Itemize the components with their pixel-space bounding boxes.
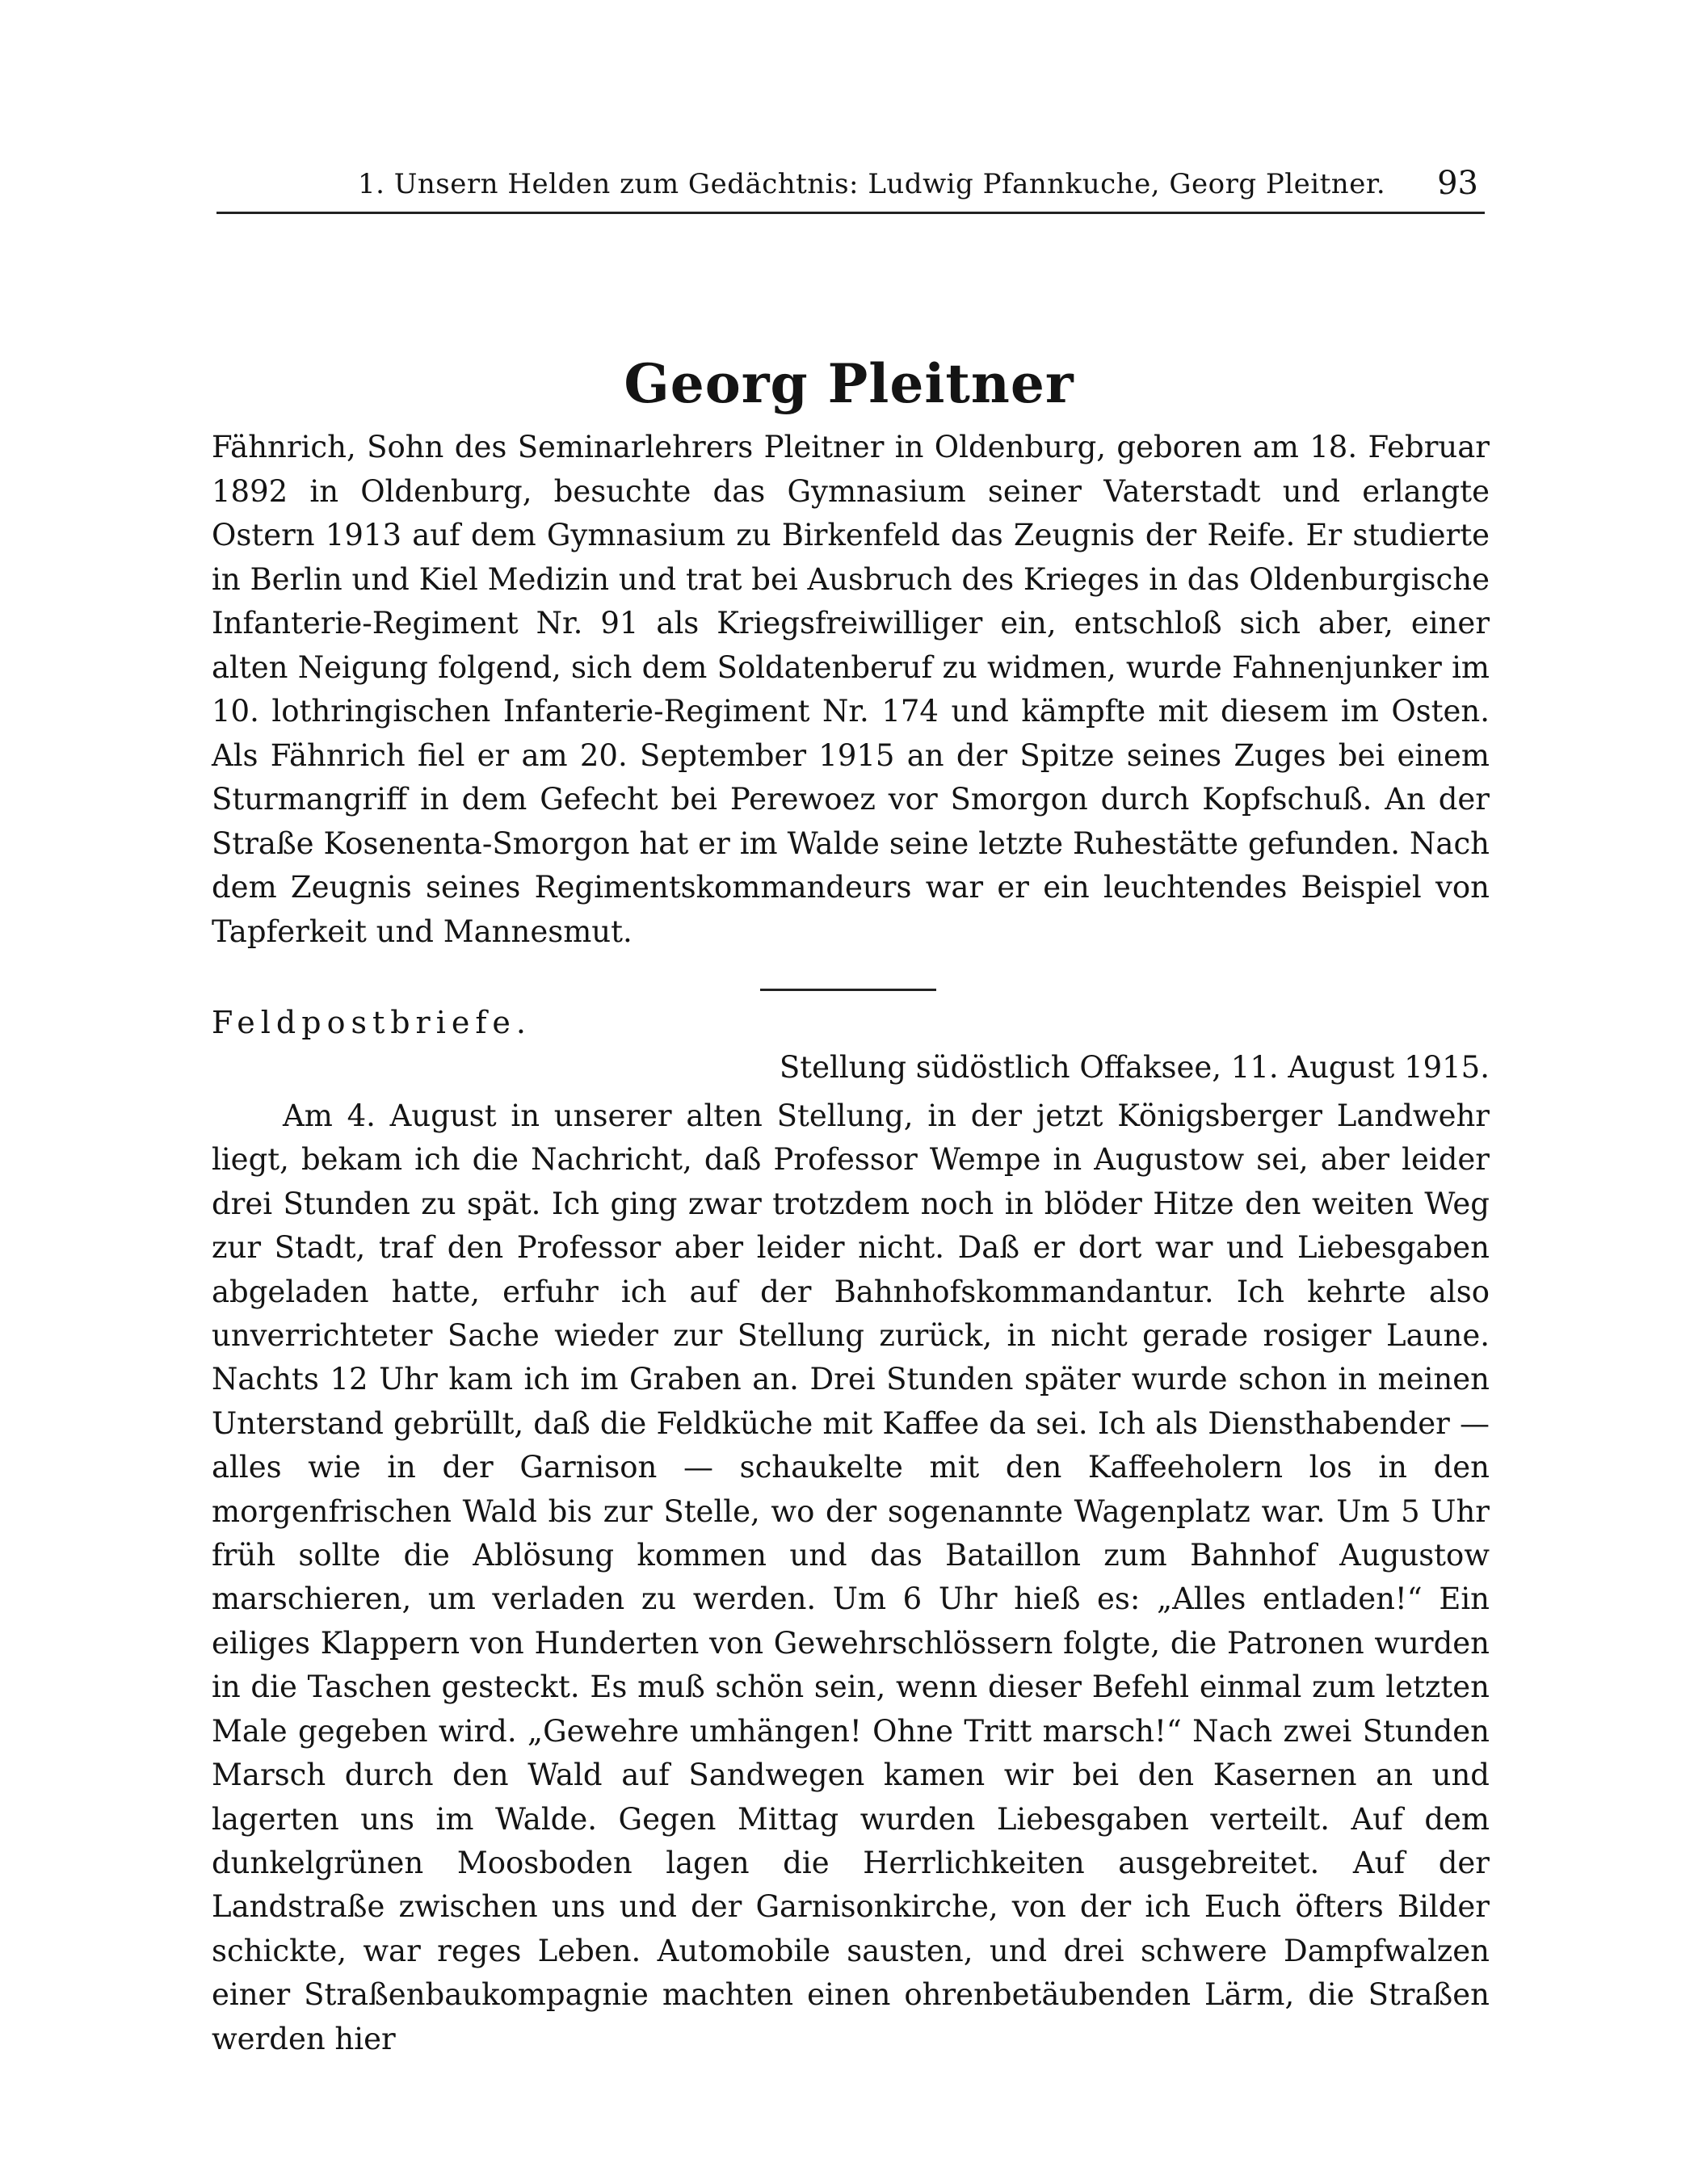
letter-dateline: Stellung südöstlich Offaksee, 11. August 1915. (779, 1050, 1490, 1085)
section-heading: Feldpostbriefe. (212, 1005, 532, 1040)
letter-text: Am 4. August in unserer alten Stellung, in der jetzt Königsberger Landwehr liegt, bekam ich die Nachricht, daß Professor Wempe in Augustow sei, aber leider drei Stunden zu spät. Ich ging zwar trotzdem noch in blöder Hitze den weiten Weg zur Stadt, traf den Professor aber leider nicht. Daß er dort war und Liebesgaben abgeladen hatte, erfuhr ich auf der Bahnhofskommandantur. Ich kehrte also unverrichteter Sache wieder zur Stellung zurück, in nicht gerade rosiger Laune. Nachts 12 Uhr kam ich im Graben an. Drei Stunden später wurde schon in meinen Unterstand gebrüllt, daß die Feldküche mit Kaffee da sei. Ich als Diensthabender — alles wie in der Garnison — schaukelte mit den Kaffeeholern los in den morgenfrischen Wald bis zur Stelle, wo der sogenannte Wagenplatz war. Um 5 Uhr früh sollte die Ablösung kommen und das Bataillon zum Bahnhof Augustow marschieren, um verladen zu werden. Um 6 Uhr hieß es: „Alles entladen!“ Ein eiliges Klappern von Hunderten von Gewehrschlössern folgte, die Patronen wurden in die Taschen gesteckt. Es muß schön sein, wenn dieser Befehl einmal zum letzten Male gegeben wird. „Gewehre umhängen! Ohne Tritt marsch!“ Nach zwei Stunden Marsch durch den Wald auf Sandwegen kamen wir bei den Kasernen an und lagerten uns im Walde. Gegen Mittag wurden Liebesgaben verteilt. Auf dem dunkelgrünen Moosboden lagen die Herrlichkeiten ausgebreitet. Auf der Landstraße zwischen uns und der Garnisonkirche, von der ich Euch öfters Bilder schickte, war reges Leben. Automobile sausten, und drei schwere Dampfwalzen einer Straßenbaukompagnie machten einen ohrenbetäubenden Lärm, die Straßen werden hier (212, 1098, 1490, 2056)
article-title: Georg Pleitner (624, 352, 1074, 415)
biography-text: Fähnrich, Sohn des Seminarlehrers Pleitner in Oldenburg, geboren am 18. Februar 1892 in Oldenburg, besuchte das Gymnasium seiner Vaterstadt und erlangte Ostern 1913 auf dem Gymnasium zu Birkenfeld das Zeugnis der Reife. Er studierte in Berlin und Kiel Medizin und trat bei Ausbruch des Krieges in das Oldenburgische Infanterie-Regiment Nr. 91 als Kriegsfreiwilliger ein, entschloß sich aber, einer alten Neigung folgend, sich dem Soldatenberuf zu widmen, wurde Fahnenjunker im 10. lothringischen Infanterie-Regiment Nr. 174 und kämpfte mit diesem im Osten. Als Fähnrich fiel er am 20. September 1915 an der Spitze seines Zuges bei einem Sturmangriff in dem Gefecht bei Perewoez vor Smorgon durch Kopfschuß. An der Straße Kosenenta-Smorgon hat er im Walde seine letzte Ruhestätte gefunden. Nach dem Zeugnis seines Regimentskommandeurs war er ein leuchtendes Beispiel von Tapferkeit und Mannesmut. (212, 430, 1490, 949)
running-head-title: 1. Unsern Helden zum Gedächtnis: Ludwig Pfannkuche, Georg Pleitner. (358, 168, 1386, 200)
letter-body (212, 1094, 1490, 2061)
biography-paragraph (212, 426, 1490, 954)
page-number: 93 (1437, 165, 1478, 202)
section-separator (760, 989, 936, 991)
running-head (216, 162, 1485, 214)
